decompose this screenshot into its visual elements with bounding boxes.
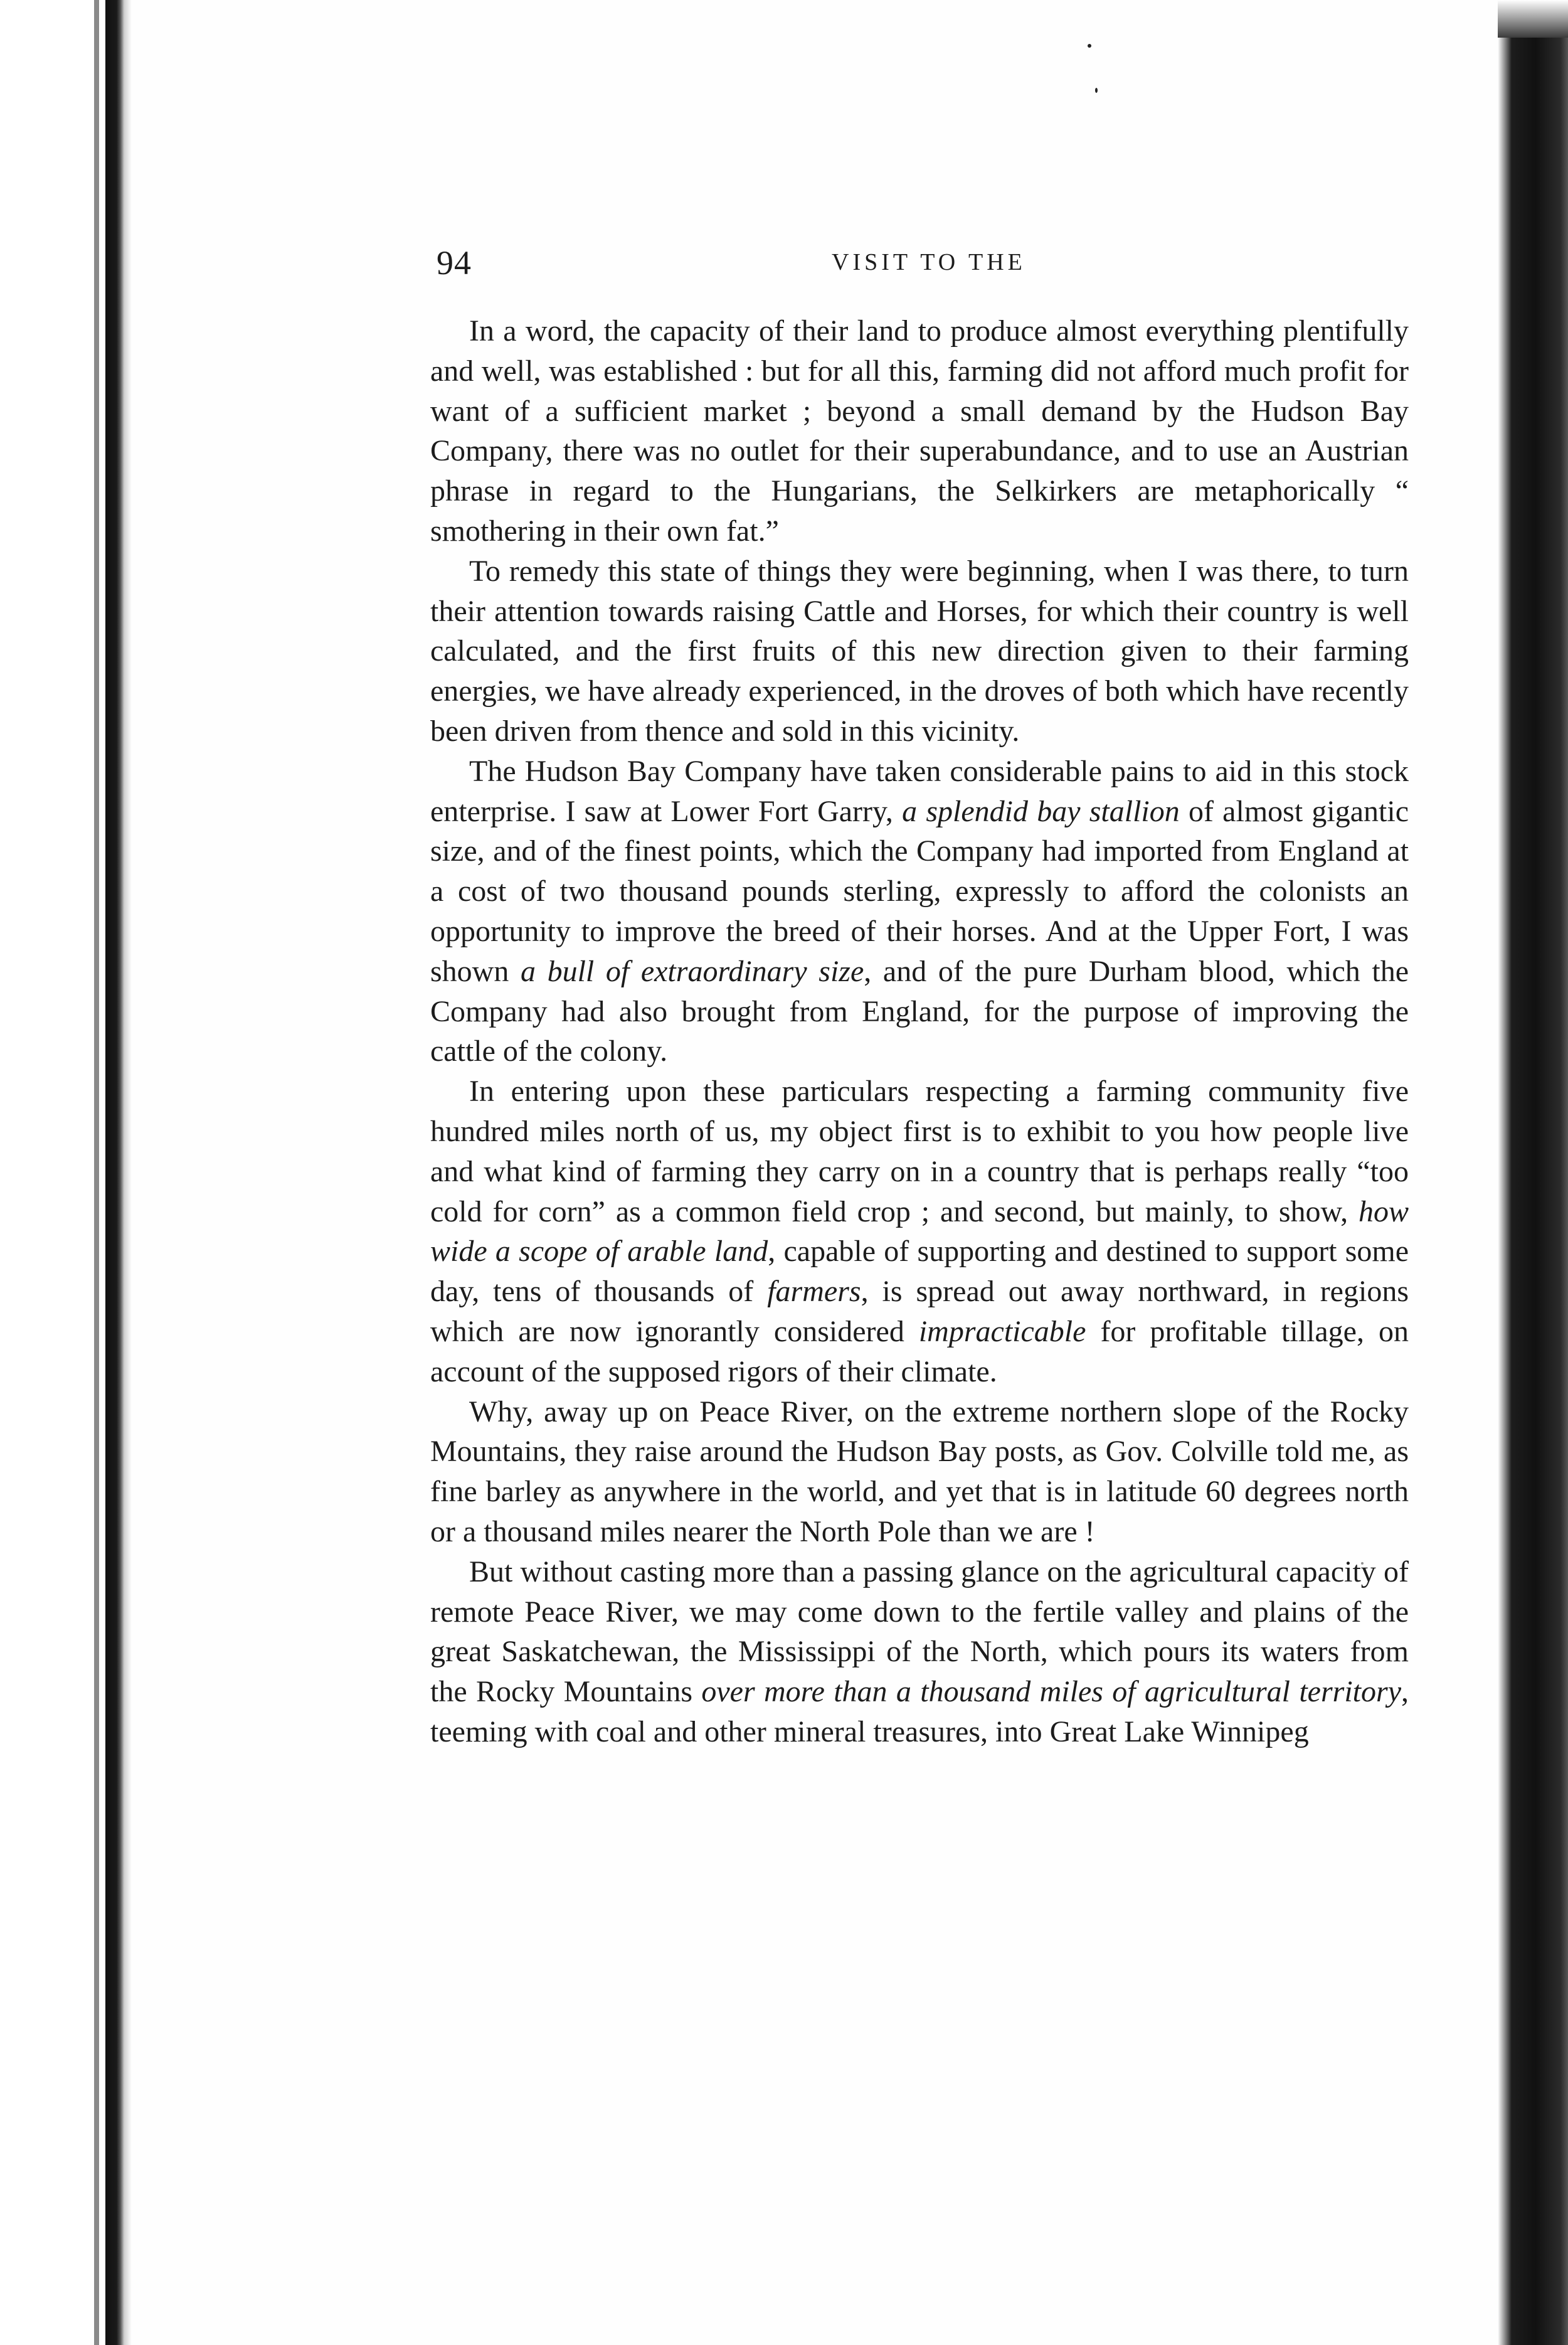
italic-text-run: farmers (767, 1275, 861, 1309)
text-run: But without casting more than a passing glance on the agricultural capacity of remote Peace River, we may come down to the fertile valley and plains of the great Saskatchewan, the Mississippi of the North, which pours its waters from the Rocky Mountains (430, 1555, 1409, 1709)
text-run: , teeming with coal and other mineral treasures, into Great Lake Winnipeg (430, 1675, 1409, 1748)
text-run: In a word, the capacity of their land to produce almost everything plentifully and well, was established : but for all this, farming did not afford much profit for want of a sufficient market ; beyond a small demand by the Hudson Bay Company, there was no outlet for their superabundance, and to use an Austrian phrase in regard to the Hungarians, the Selkirkers are metaphorically “ smothering in their own fat.” (430, 314, 1409, 548)
italic-text-run: over more than a thousand miles of agricultural territory (701, 1675, 1402, 1709)
text-run: In entering upon these particulars respecting a farming community five hundred miles north of us, my object first is to exhibit to you how people live and what kind of farming they carry on in a country that is perhaps really “too cold for corn” as a common field crop ; and second, but mainly, to show, (430, 1075, 1409, 1228)
text-run: for profitable tillage, on account of the supposed rigors of their climate. (430, 1314, 1409, 1388)
paragraph (430, 311, 1409, 551)
text-run: , capable of supporting and destined to support some day, tens of thousands of (430, 1235, 1409, 1309)
text-run: of almost gigantic size, and of the finest points, which the Company had imported from England at a cost of two thousand pounds sterling, expressly to afford the colonists an opportunity to improve the breed of their horses. And at the Upper Fort, I was shown (430, 794, 1409, 988)
ink-speck (1088, 44, 1091, 48)
page-header (437, 243, 1416, 281)
scan-left-border (105, 0, 132, 2345)
italic-text-run: impracticable (918, 1314, 1086, 1348)
italic-text-run: a bull of extraordinary size (520, 954, 864, 988)
paragraph (430, 1552, 1409, 1752)
ink-speck (1095, 88, 1098, 93)
running-head: VISIT TO THE (832, 249, 1026, 275)
text-run: To remedy this state of things they were beginning, when I was there, to turn their attention towards raising Cattle and Horses, for which their country is well calculated, and the first fruits of this new direction given to their farming energies, we have already experienced, in the droves of both which have recently been driven from thence and sold in this vicinity. (430, 554, 1409, 748)
text-run: Why, away up on Peace River, on the extreme northern slope of the Rocky Mountains, they raise around the Hudson Bay posts, as Gov. Colville told me, as fine barley as anywhere in the world, and yet that is in latitude 60 degrees north or a thousand miles nearer the North Pole than we are ! (430, 1395, 1409, 1548)
italic-text-run: how wide a scope of arable land (430, 1194, 1409, 1268)
paragraph (430, 752, 1409, 1071)
scan-binding-edge (94, 0, 99, 2345)
text-run: , and of the pure Durham blood, which the Company had also brought from England, for the purpose of improving the cattle of the colony. (430, 954, 1409, 1068)
paragraph (430, 551, 1409, 752)
scan-right-border-top (1498, 0, 1568, 38)
page-body-text (430, 311, 1409, 1752)
paragraph (430, 1392, 1409, 1552)
scan-right-border (1498, 38, 1568, 2345)
text-run: , is spread out away northward, in regions which are now ignorantly considered (430, 1275, 1409, 1348)
page-number: 94 (437, 244, 472, 282)
italic-text-run: a splendid bay stallion (902, 794, 1180, 828)
text-run: The Hudson Bay Company have taken considerable pains to aid in this stock enterprise. I saw at Lower Fort Garry, (430, 754, 1409, 828)
paragraph (430, 1071, 1409, 1391)
